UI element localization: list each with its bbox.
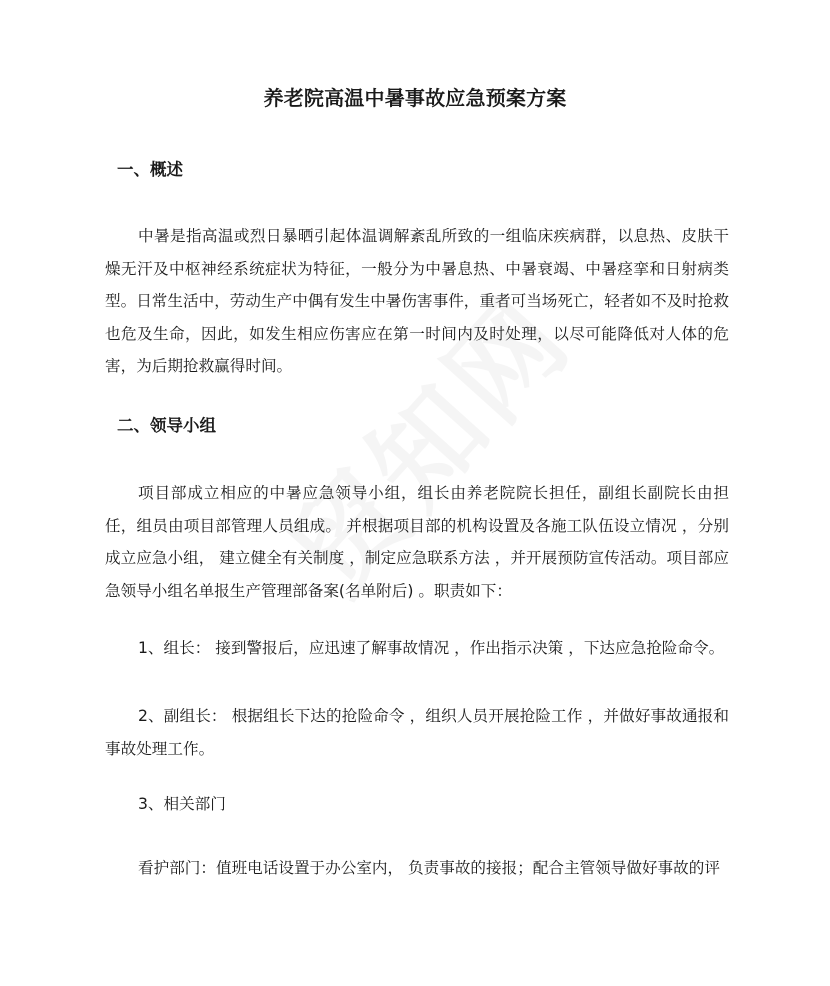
paragraph-nursing-department: 看护部门：值班电话设置于办公室内， 负责事故的接报；配合主管领导做好事故的评 xyxy=(138,859,720,877)
paragraph-duty-leader: 1、组长： 接到警报后，应迅速了解事故情况 ，作出指示决策 ，下达应急抢险命令。 xyxy=(138,639,725,657)
paragraph-duty-deputy: 2、副组长： 根据组长下达的抢险命令 ，组织人员开展抢险工作 ，并做好事故通报和事故处理工作。 xyxy=(105,707,729,758)
paragraph-overview: 中暑是指高温或烈日暴晒引起体温调解紊乱所致的一组临床疾病群，以息热、皮肤干燥无汗及中枢神经系统症状为特征，一般分为中暑息热、中暑衰竭、中暑痉挛和日射病类型。日常生活中，劳动生产中偶有发生中暑伤害事件，重者可当场死亡，轻者如不及时抢救也危及生命，因此，如发生相应伤害应在第一时间内及时处理，以尽可能降低对人体的危害，为后期抢救赢得时间。 xyxy=(105,227,729,375)
section-heading-overview: 一、概述 xyxy=(117,160,183,179)
section-heading-leadership: 二、领导小组 xyxy=(117,416,216,435)
paragraph-leadership-intro: 项目部成立相应的中暑应急领导小组，组长由养老院院长担任，副组长副院长由担任，组员由项目部管理人员组成。 并根据项目部的机构设置及各施工队伍设立情况 ，分别成立应急小组， 建立健全有关制度 ，制定应急联系方法 ，并开展预防宣传活动。项目部应急领导小组名单报生产管理部备案(名单附后) 。职责如下： xyxy=(105,484,729,600)
document-title: 养老院高温中暑事故应急预案方案 xyxy=(263,86,567,110)
paragraph-related-departments: 3、相关部门 xyxy=(138,795,226,813)
